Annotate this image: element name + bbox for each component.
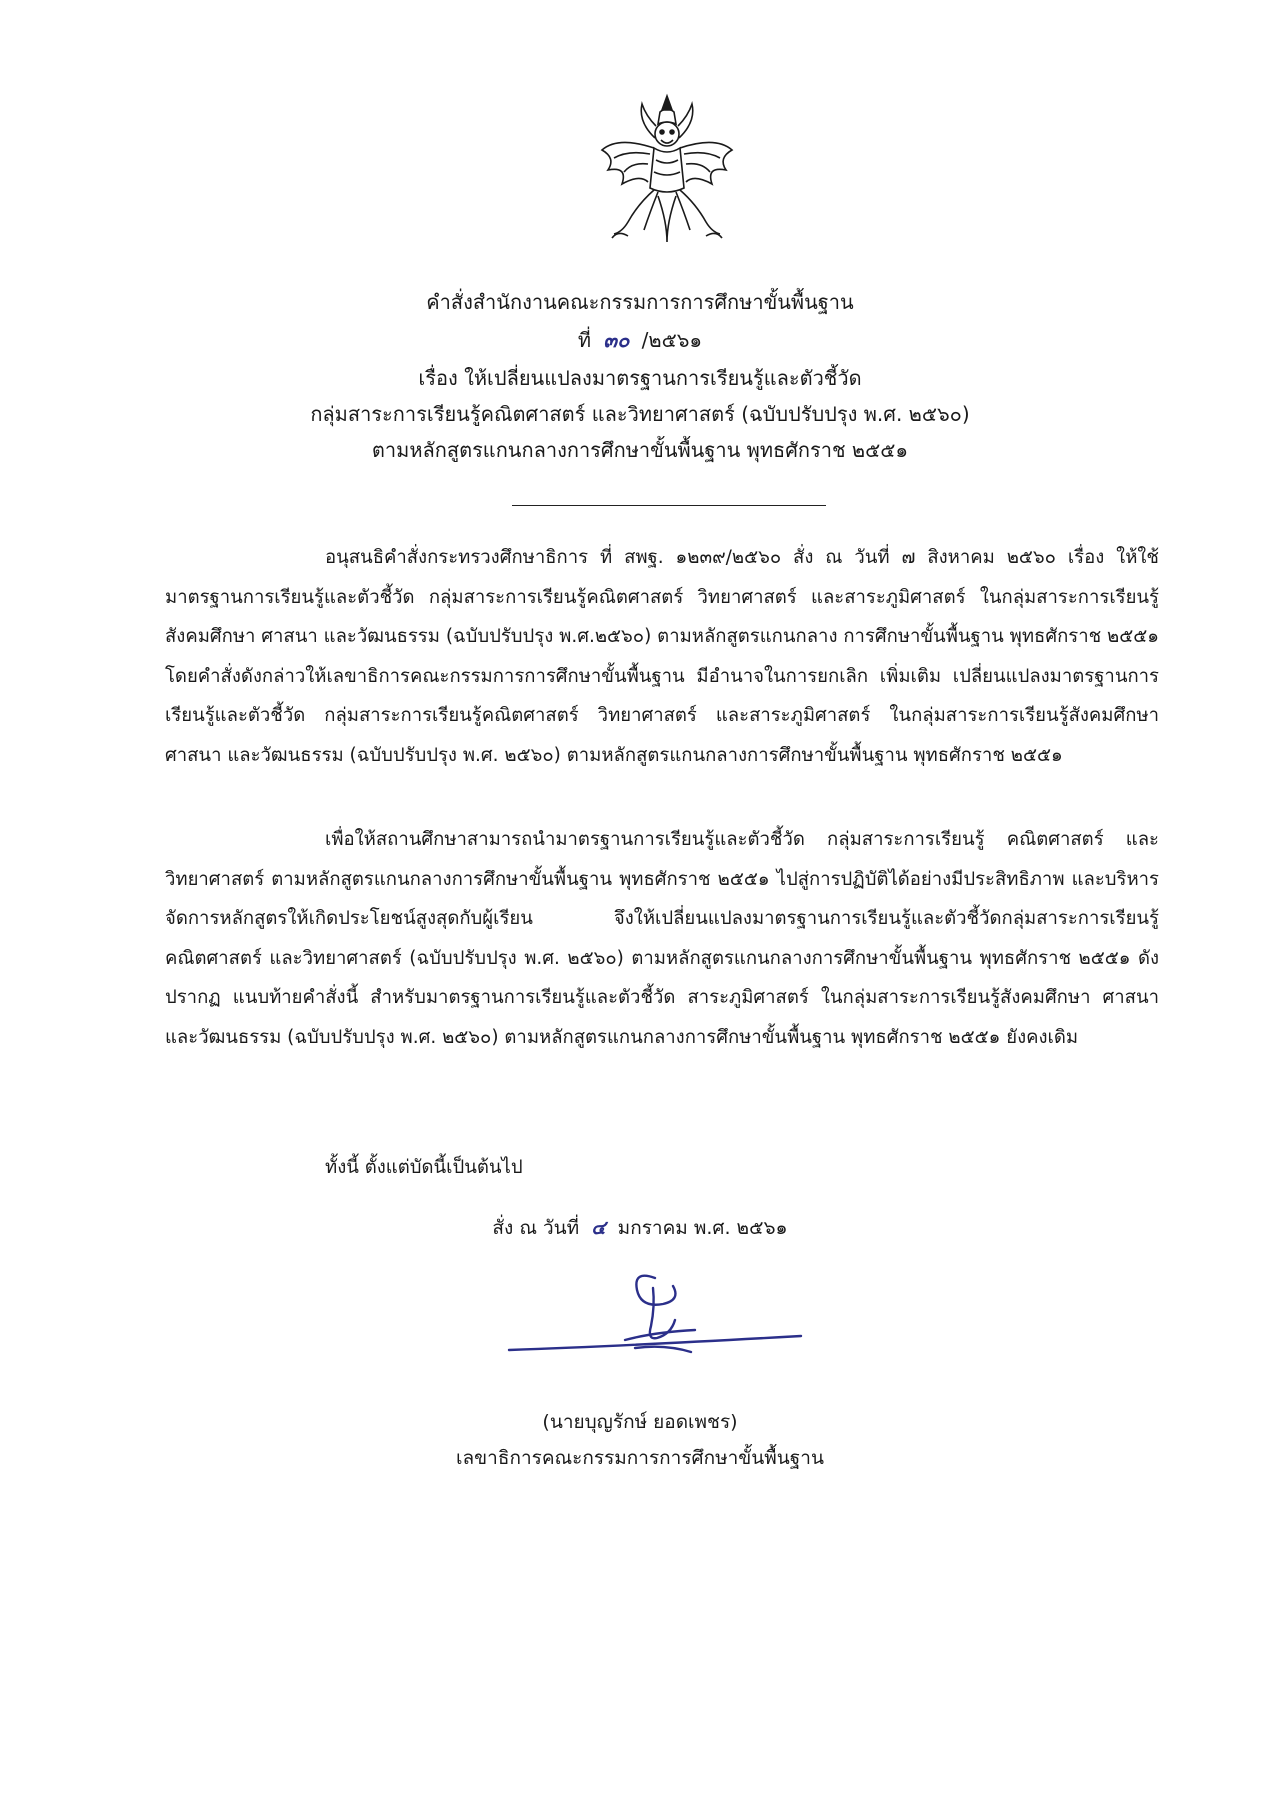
order-number-prefix: ที่ [577,328,592,352]
signatory-position: เลขาธิการคณะกรรมการการศึกษาขั้นพื้นฐาน [456,1447,824,1469]
order-number [220,322,1060,358]
subject-line-3: ตามหลักสูตรแกนกลางการศึกษาขั้นพื้นฐาน พุทธศักราช ๒๕๕๑ [371,438,909,462]
dateline [220,1210,1060,1246]
dateline-suffix: มกราคม พ.ศ. ๒๕๖๑ [617,1217,788,1239]
paragraph-1: อนุสนธิคำสั่งกระทรวงศึกษาธิการ ที่ สพฐ. ๑๒๓๙/๒๕๖๐ สั่ง ณ วันที่ ๗ สิงหาคม ๒๕๖๐ เรื่อง ให้ใช้มาตรฐานการเรียนรู้และตัวชี้วัด กลุ่มสาระการเรียนรู้คณิตศาสตร์ วิทยาศาสตร์ และสาระภูมิศาสตร์ ในกลุ่มสาระการเรียนรู้สังคมศึกษา ศาสนา และวัฒนธรรม (ฉบับปรับปรุง พ.ศ.๒๕๖๐) ตามหลักสูตรแกนกลาง การศึกษาขั้นพื้นฐาน พุทธศักราช ๒๕๕๑ โดยคำสั่งดังกล่าวให้เลขาธิการคณะกรรมการการศึกษาขั้นพื้นฐาน มีอำนาจในการยกเลิก เพิ่มเติม เปลี่ยนแปลงมาตรฐานการเรียนรู้และตัวชี้วัด กลุ่มสาระการเรียนรู้คณิตศาสตร์ วิทยาศาสตร์ และสาระภูมิศาสตร์ ในกลุ่มสาระการเรียนรู้สังคมศึกษา ศาสนา และวัฒนธรรม (ฉบับปรับปรุง พ.ศ. ๒๕๖๐) ตามหลักสูตรแกนกลางการศึกษาขั้นพื้นฐาน พุทธศักราช ๒๕๕๑ [165,547,1159,766]
handwritten-signature [505,1260,805,1370]
garuda-emblem-icon [598,92,736,250]
order-number-handwritten: ๓๐ [603,328,630,352]
paragraph-3: ทั้งนี้ ตั้งแต่บัดนี้เป็นต้นไป [325,1157,523,1178]
order-number-suffix: /๒๕๖๑ [641,328,703,352]
header-divider [512,505,826,506]
dateline-prefix: สั่ง ณ วันที่ [492,1217,580,1239]
paragraph-2: เพื่อให้สถานศึกษาสามารถนำมาตรฐานการเรียนรู้และตัวชี้วัด กลุ่มสาระการเรียนรู้ คณิตศาสตร์ และวิทยาศาสตร์ ตามหลักสูตรแกนกลางการศึกษาขั้นพื้นฐาน พุทธศักราช ๒๕๕๑ ไปสู่การปฏิบัติได้อย่างมีประสิทธิภาพ และบริหารจัดการหลักสูตรให้เกิดประโยชน์สูงสุดกับผู้เรียน จึงให้เปลี่ยนแปลงมาตรฐานการเรียนรู้และตัวชี้วัดกลุ่มสาระการเรียนรู้คณิตศาสตร์ และวิทยาศาสตร์ (ฉบับปรับปรุง พ.ศ. ๒๕๖๐) ตามหลักสูตรแกนกลางการศึกษาขั้นพื้นฐาน พุทธศักราช ๒๕๕๑ ดังปรากฏ แนบท้ายคำสั่งนี้ สำหรับมาตรฐานการเรียนรู้และตัวชี้วัด สาระภูมิศาสตร์ ในกลุ่มสาระการเรียนรู้สังคมศึกษา ศาสนา และวัฒนธรรม (ฉบับปรับปรุง พ.ศ. ๒๕๖๐) ตามหลักสูตรแกนกลางการศึกษาขั้นพื้นฐาน พุทธศักราช ๒๕๕๑ ยังคงเดิม [165,829,1159,1048]
signatory-name: (นายบุญรักษ์ ยอดเพชร) [542,1411,738,1433]
subject-line-1: เรื่อง ให้เปลี่ยนแปลงมาตรฐานการเรียนรู้และตัวชี้วัด [418,366,862,390]
dateline-day-handwritten: ๔ [591,1217,606,1239]
subject-line-2: กลุ่มสาระการเรียนรู้คณิตศาสตร์ และวิทยาศาสตร์ (ฉบับปรับปรุง พ.ศ. ๒๕๖๐) [310,402,970,426]
order-issuer: คำสั่งสำนักงานคณะกรรมการการศึกษาขั้นพื้นฐาน [426,290,854,314]
